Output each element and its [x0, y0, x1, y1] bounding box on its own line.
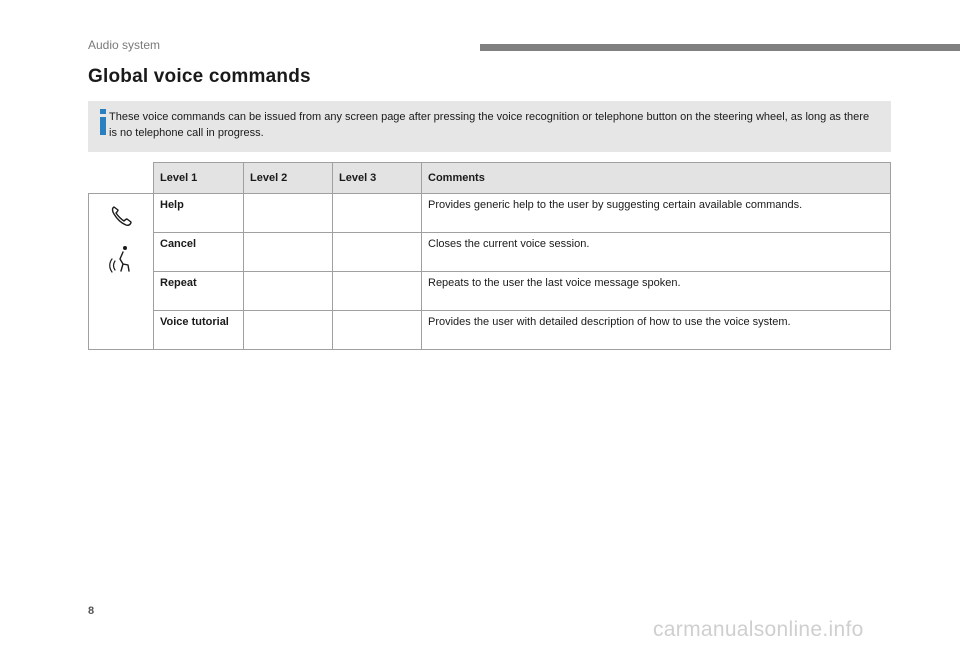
header-comments: Comments	[422, 163, 891, 194]
watermark-text: carmanualsonline.info	[653, 618, 864, 641]
info-text: These voice commands can be issued from any screen page after pressing the voice recognition or telephone button on the steering wheel, as long as there is no telephone call in progress.	[109, 111, 870, 139]
row-voice-tutorial-level1: Voice tutorial	[154, 311, 244, 350]
page-title: Global voice commands	[88, 66, 311, 87]
icons-cell	[89, 194, 154, 350]
header-level1: Level 1	[154, 163, 244, 194]
row-cancel-level1: Cancel	[154, 233, 244, 272]
row-voice-tutorial-level3	[333, 311, 422, 350]
row-voice-tutorial-level2	[244, 311, 333, 350]
row-voice-tutorial-comments: Provides the user with detailed description of how to use the voice system.	[422, 311, 891, 350]
row-help-comments: Provides generic help to the user by suggesting certain available commands.	[422, 194, 891, 233]
row-repeat-level2	[244, 272, 333, 311]
phone-icon	[109, 204, 133, 228]
row-repeat-comments: Repeats to the user the last voice message spoken.	[422, 272, 891, 311]
voice-commands-table	[88, 162, 891, 350]
row-help-level1: Help	[154, 194, 244, 233]
row-help-level3	[333, 194, 422, 233]
table-header-row	[89, 163, 891, 194]
info-box	[88, 101, 891, 152]
section-header: Audio system	[88, 38, 161, 52]
table-row	[89, 311, 891, 350]
header-level3: Level 3	[333, 163, 422, 194]
row-help-level2	[244, 194, 333, 233]
header-level2: Level 2	[244, 163, 333, 194]
page-number: 8	[88, 605, 95, 617]
header-blank-cell	[89, 163, 154, 194]
row-cancel-level3	[333, 233, 422, 272]
table-row	[89, 272, 891, 311]
row-repeat-level3	[333, 272, 422, 311]
voice-command-icon	[109, 244, 133, 274]
header-bar	[480, 44, 960, 51]
row-cancel-comments: Closes the current voice session.	[422, 233, 891, 272]
row-cancel-level2	[244, 233, 333, 272]
table-row	[89, 233, 891, 272]
table-row	[89, 194, 891, 233]
row-repeat-level1: Repeat	[154, 272, 244, 311]
